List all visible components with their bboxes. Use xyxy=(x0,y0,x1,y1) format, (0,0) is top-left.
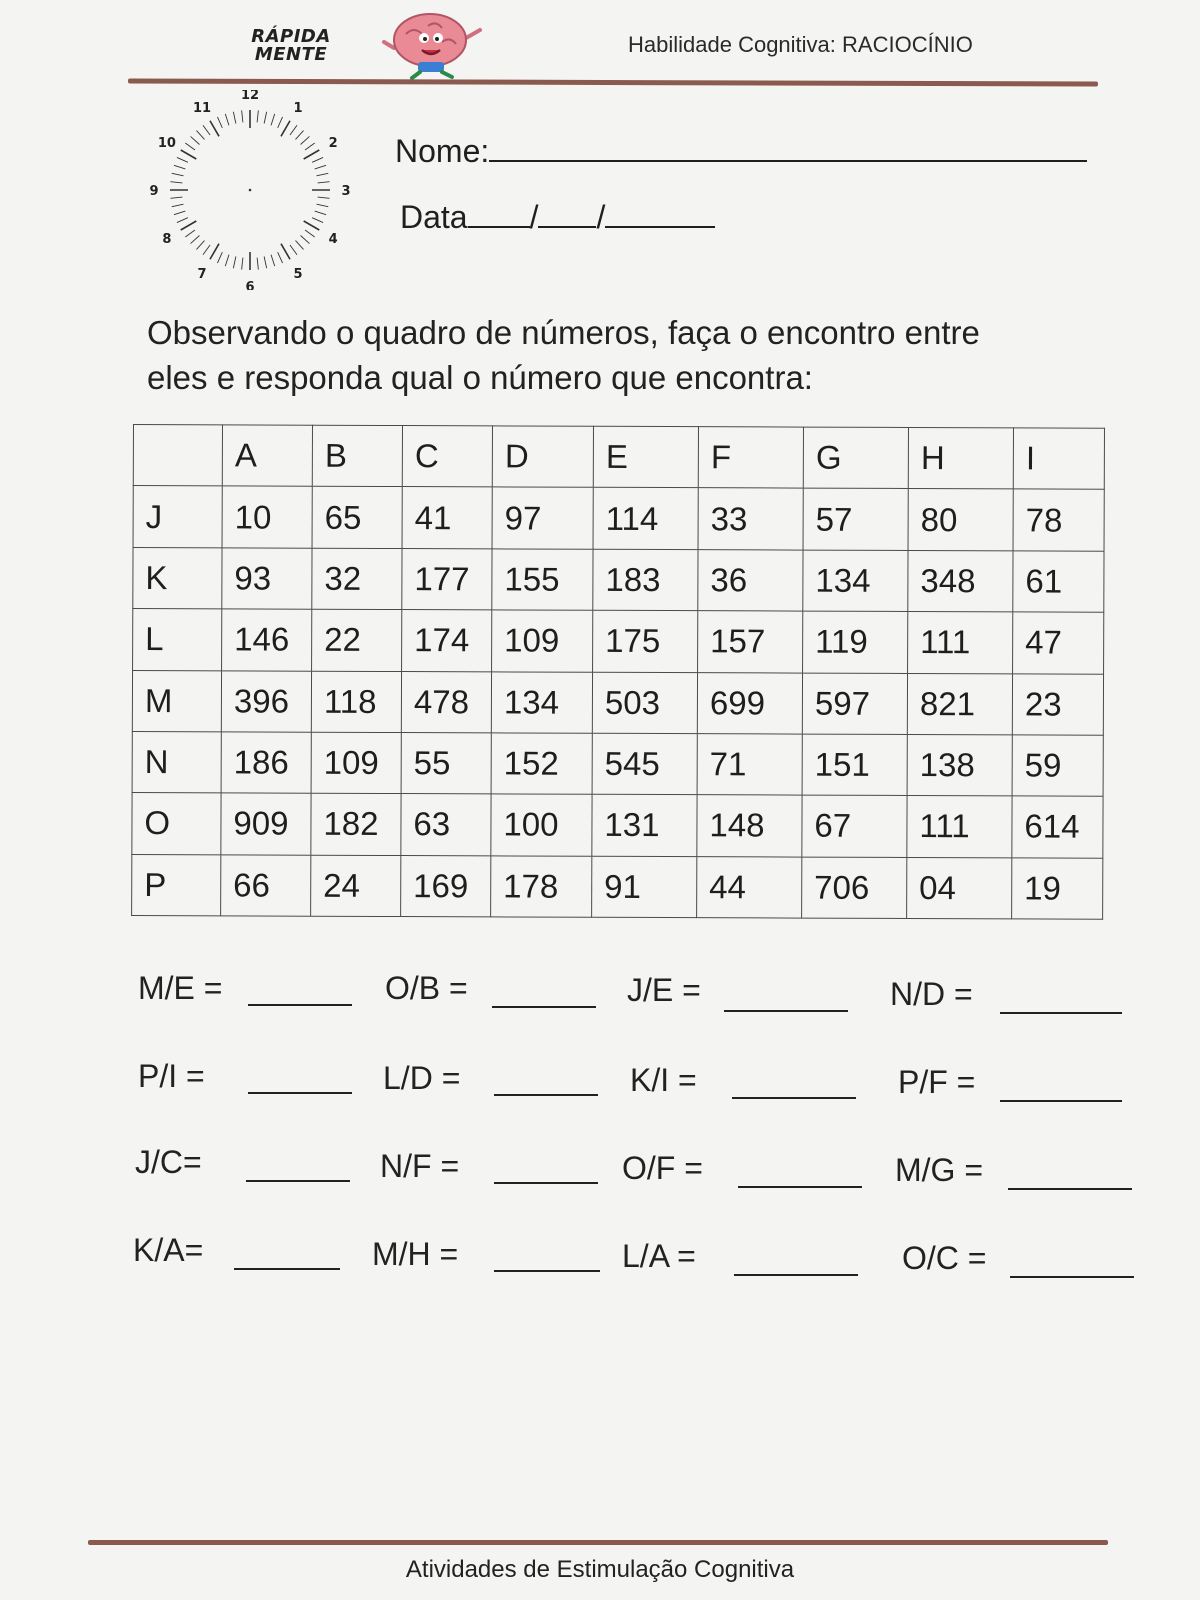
date-year-line[interactable] xyxy=(605,196,715,228)
header-divider xyxy=(128,78,1098,86)
grid-cell: 183 xyxy=(593,549,698,611)
clock-minute-tick xyxy=(290,125,297,135)
row-header: P xyxy=(132,854,221,916)
grid-cell: 119 xyxy=(803,611,908,673)
grid-cell: 04 xyxy=(907,857,1012,919)
number-grid xyxy=(131,424,1105,920)
clock-number: 8 xyxy=(162,232,172,247)
question-label: M/E = xyxy=(138,970,223,1006)
column-header: C xyxy=(402,426,492,488)
grid-cell: 134 xyxy=(491,671,592,733)
grid-cell: 478 xyxy=(401,671,491,733)
clock-number: 4 xyxy=(328,232,338,247)
clock-number: 3 xyxy=(341,184,351,199)
clock-minute-tick xyxy=(317,173,329,175)
clock-number: 6 xyxy=(245,280,255,290)
answer-blank[interactable] xyxy=(492,1006,596,1008)
answer-blank[interactable] xyxy=(234,1268,340,1270)
instructions-line-2: eles e responda qual o número que encontra: xyxy=(147,359,813,396)
question-label: N/D = xyxy=(890,976,973,1012)
clock-minute-tick xyxy=(242,110,243,122)
answer-blank[interactable] xyxy=(248,1092,352,1094)
clock-minute-tick xyxy=(203,125,210,135)
date-label: Data xyxy=(400,199,468,235)
grid-cell: 10 xyxy=(222,486,312,548)
clock-minute-tick xyxy=(257,258,258,270)
grid-cell: 33 xyxy=(698,488,803,550)
clock-minute-tick xyxy=(191,236,200,244)
column-header: B xyxy=(312,425,402,487)
clock-minute-tick xyxy=(312,218,323,223)
grid-cell: 63 xyxy=(401,794,491,856)
question-label: K/A= xyxy=(133,1232,204,1268)
grid-cell: 22 xyxy=(312,609,402,671)
clock-minute-tick xyxy=(170,197,182,198)
clock-number: 7 xyxy=(197,267,207,283)
clock-minute-tick xyxy=(278,117,283,128)
grid-cell: 36 xyxy=(698,549,803,611)
clock-minute-tick xyxy=(257,110,258,122)
name-input-line[interactable] xyxy=(489,130,1087,162)
clock-number: 2 xyxy=(328,136,338,151)
clock-hour-tick xyxy=(304,221,320,230)
answer-blank[interactable] xyxy=(724,1010,848,1012)
grid-cell: 178 xyxy=(491,856,592,918)
answer-blank[interactable] xyxy=(1010,1276,1134,1278)
question-label: M/G = xyxy=(895,1152,984,1188)
clock-minute-tick xyxy=(174,211,185,215)
answer-blank[interactable] xyxy=(248,1004,352,1006)
clock-minute-tick xyxy=(271,114,275,125)
column-header: H xyxy=(908,427,1013,489)
grid-cell: 151 xyxy=(802,734,907,796)
grid-cell: 699 xyxy=(697,672,802,734)
grid-cell: 24 xyxy=(311,855,401,917)
answer-blank[interactable] xyxy=(494,1094,598,1096)
grid-cell: 93 xyxy=(222,548,312,610)
grid-cell: 157 xyxy=(698,611,803,673)
question-label: L/D = xyxy=(383,1060,461,1096)
clock-hour-tick xyxy=(210,121,219,137)
grid-cell: 44 xyxy=(697,856,802,918)
grid-row xyxy=(132,731,1103,796)
clock-hour-tick xyxy=(210,244,219,260)
clock-hour-tick xyxy=(281,121,290,137)
instructions xyxy=(147,310,1107,400)
grid-cell: 909 xyxy=(221,793,311,855)
clock-minute-tick xyxy=(174,165,185,169)
grid-cell: 19 xyxy=(1012,858,1103,920)
grid-cell: 174 xyxy=(402,610,492,672)
clock-minute-tick xyxy=(225,255,229,266)
grid-row xyxy=(132,670,1103,735)
clock-minute-tick xyxy=(233,257,235,269)
logo-line-1: RÁPIDA xyxy=(251,26,331,47)
clock-minute-tick xyxy=(185,230,195,237)
answer-blank[interactable] xyxy=(494,1270,600,1272)
question-label: P/I = xyxy=(138,1058,205,1094)
column-header: F xyxy=(698,427,803,489)
grid-cell: 47 xyxy=(1013,612,1104,674)
grid-cell: 111 xyxy=(907,796,1012,858)
row-header: J xyxy=(133,486,222,548)
answer-blank[interactable] xyxy=(1000,1012,1122,1014)
row-header: N xyxy=(132,731,221,793)
clock-minute-tick xyxy=(278,252,283,263)
grid-cell: 614 xyxy=(1012,796,1103,858)
answer-blank[interactable] xyxy=(734,1274,858,1276)
date-separator-2: / xyxy=(596,199,606,235)
clock-number: 9 xyxy=(149,184,159,199)
clock-minute-tick xyxy=(318,197,330,198)
grid-row xyxy=(132,854,1103,919)
grid-cell: 503 xyxy=(592,672,697,734)
row-header: L xyxy=(133,609,222,671)
clock-number: 5 xyxy=(293,267,303,283)
grid-cell: 131 xyxy=(592,795,697,857)
grid-cell: 146 xyxy=(222,609,312,671)
grid-cell: 597 xyxy=(802,673,907,735)
grid-cell: 61 xyxy=(1013,551,1104,613)
clock-minute-tick xyxy=(170,182,182,183)
grid-row xyxy=(133,547,1104,612)
clock-number: 11 xyxy=(192,100,212,116)
grid-cell: 71 xyxy=(697,734,802,796)
name-label: Nome: xyxy=(395,133,490,169)
clock-hour-tick xyxy=(304,150,320,159)
clock-minute-tick xyxy=(172,173,184,175)
instructions-line-1: Observando o quadro de números, faça o encontro entre xyxy=(147,314,980,351)
brain-mascot-icon xyxy=(380,8,490,80)
question-label: O/B = xyxy=(385,970,468,1006)
clock-minute-tick xyxy=(315,211,326,215)
column-header: A xyxy=(222,425,312,487)
answer-blank[interactable] xyxy=(1000,1100,1122,1102)
answer-blank[interactable] xyxy=(738,1186,862,1188)
date-day-line[interactable] xyxy=(468,196,530,228)
clock-minute-tick xyxy=(185,143,195,150)
clock-minute-tick xyxy=(290,245,297,255)
clock-number: 1 xyxy=(293,100,303,116)
row-header: M xyxy=(132,670,221,732)
grid-cell: 59 xyxy=(1012,735,1103,797)
question-label: J/E = xyxy=(627,972,701,1008)
question-label: O/F = xyxy=(622,1150,703,1186)
clock-minute-tick xyxy=(177,218,188,223)
clock-minute-tick xyxy=(312,157,323,162)
clock-minute-tick xyxy=(318,182,330,183)
grid-row xyxy=(133,486,1104,551)
grid-cell: 114 xyxy=(593,488,698,550)
grid-row xyxy=(132,793,1103,858)
grid-cell: 80 xyxy=(908,489,1013,551)
grid-cell: 100 xyxy=(491,794,592,856)
column-header: I xyxy=(1013,428,1104,490)
grid-cell: 78 xyxy=(1013,489,1104,551)
question-label: K/I = xyxy=(630,1062,697,1098)
grid-cell: 32 xyxy=(312,548,402,610)
grid-cell: 134 xyxy=(803,550,908,612)
clock-minute-tick xyxy=(177,157,188,162)
clock-minute-tick xyxy=(196,131,204,140)
grid-cell: 65 xyxy=(312,487,402,549)
grid-cell: 706 xyxy=(802,857,907,919)
date-month-line[interactable] xyxy=(538,196,596,228)
answer-blank[interactable] xyxy=(1008,1188,1132,1190)
clock-icon xyxy=(140,90,370,290)
footer-divider xyxy=(88,1540,1108,1545)
grid-cell: 41 xyxy=(402,487,492,549)
clock-hour-tick xyxy=(181,221,197,230)
row-header: K xyxy=(133,547,222,609)
clock-minute-tick xyxy=(225,114,229,125)
grid-cell: 182 xyxy=(311,793,401,855)
grid-cell: 118 xyxy=(311,671,401,733)
grid-cell: 67 xyxy=(802,795,907,857)
footer-text: Atividades de Estimulação Cognitiva xyxy=(405,1556,795,1583)
skill-title: Habilidade Cognitiva: RACIOCÍNIO xyxy=(628,32,973,57)
clock-minute-tick xyxy=(271,255,275,266)
clock-minute-tick xyxy=(172,204,184,206)
grid-row xyxy=(133,609,1104,674)
grid-cell: 138 xyxy=(907,734,1012,796)
clock-minute-tick xyxy=(305,143,315,150)
grid-cell: 152 xyxy=(491,733,592,795)
grid-cell: 91 xyxy=(592,856,697,918)
clock-number: 10 xyxy=(157,136,176,151)
grid-header-row xyxy=(133,425,1104,490)
grid-cell: 396 xyxy=(221,670,311,732)
date-field[interactable] xyxy=(400,196,715,236)
grid-cell: 55 xyxy=(401,732,491,794)
question-label: L/A = xyxy=(622,1238,696,1274)
clock-minute-tick xyxy=(196,241,204,250)
grid-cell: 109 xyxy=(311,732,401,794)
grid-cell: 545 xyxy=(592,733,697,795)
logo-text xyxy=(236,28,346,64)
grid-cell: 175 xyxy=(593,610,698,672)
grid-cell: 155 xyxy=(492,549,593,611)
clock-minute-tick xyxy=(301,236,310,244)
question-label: O/C = xyxy=(902,1240,987,1276)
question-label: P/F = xyxy=(898,1064,976,1100)
grid-cell: 177 xyxy=(402,548,492,610)
date-separator-1: / xyxy=(529,199,539,235)
grid-cell: 821 xyxy=(907,673,1012,735)
question-label: M/H = xyxy=(372,1236,459,1272)
clock-minute-tick xyxy=(217,117,222,128)
clock-minute-tick xyxy=(301,136,310,144)
logo-line-2: MENTE xyxy=(254,44,328,65)
clock-minute-tick xyxy=(317,204,329,206)
clock-minute-tick xyxy=(242,258,243,270)
grid-cell: 148 xyxy=(697,795,802,857)
grid-cell: 348 xyxy=(908,550,1013,612)
grid-cell: 109 xyxy=(492,610,593,672)
name-field[interactable] xyxy=(395,130,1087,170)
answer-blank[interactable] xyxy=(732,1097,856,1099)
clock-minute-tick xyxy=(264,257,266,269)
column-header: E xyxy=(593,426,698,488)
clock-number: 12 xyxy=(240,90,260,103)
clock-minute-tick xyxy=(264,112,266,124)
clock-hour-tick xyxy=(281,244,290,260)
row-header: O xyxy=(132,793,221,855)
question-label: N/F = xyxy=(380,1148,460,1184)
clock-hour-tick xyxy=(181,150,197,159)
clock-minute-tick xyxy=(217,252,222,263)
grid-cell: 97 xyxy=(492,487,593,549)
clock-minute-tick xyxy=(296,131,304,140)
clock-minute-tick xyxy=(315,165,326,169)
column-header: G xyxy=(803,427,908,489)
column-header: D xyxy=(492,426,593,488)
grid-cell: 169 xyxy=(401,855,491,917)
clock-minute-tick xyxy=(233,112,235,124)
question-label: J/C= xyxy=(135,1144,202,1180)
clock-minute-tick xyxy=(305,230,315,237)
grid-cell: 111 xyxy=(908,612,1013,674)
grid-cell: 186 xyxy=(221,732,311,794)
answer-blank[interactable] xyxy=(246,1180,350,1182)
answer-blank[interactable] xyxy=(494,1182,598,1184)
clock-minute-tick xyxy=(296,241,304,250)
grid-cell: 57 xyxy=(803,488,908,550)
clock-minute-tick xyxy=(191,136,200,144)
grid-corner-cell xyxy=(133,425,222,487)
grid-cell: 66 xyxy=(221,854,311,916)
clock-minute-tick xyxy=(203,245,210,255)
grid-cell: 23 xyxy=(1012,673,1103,735)
